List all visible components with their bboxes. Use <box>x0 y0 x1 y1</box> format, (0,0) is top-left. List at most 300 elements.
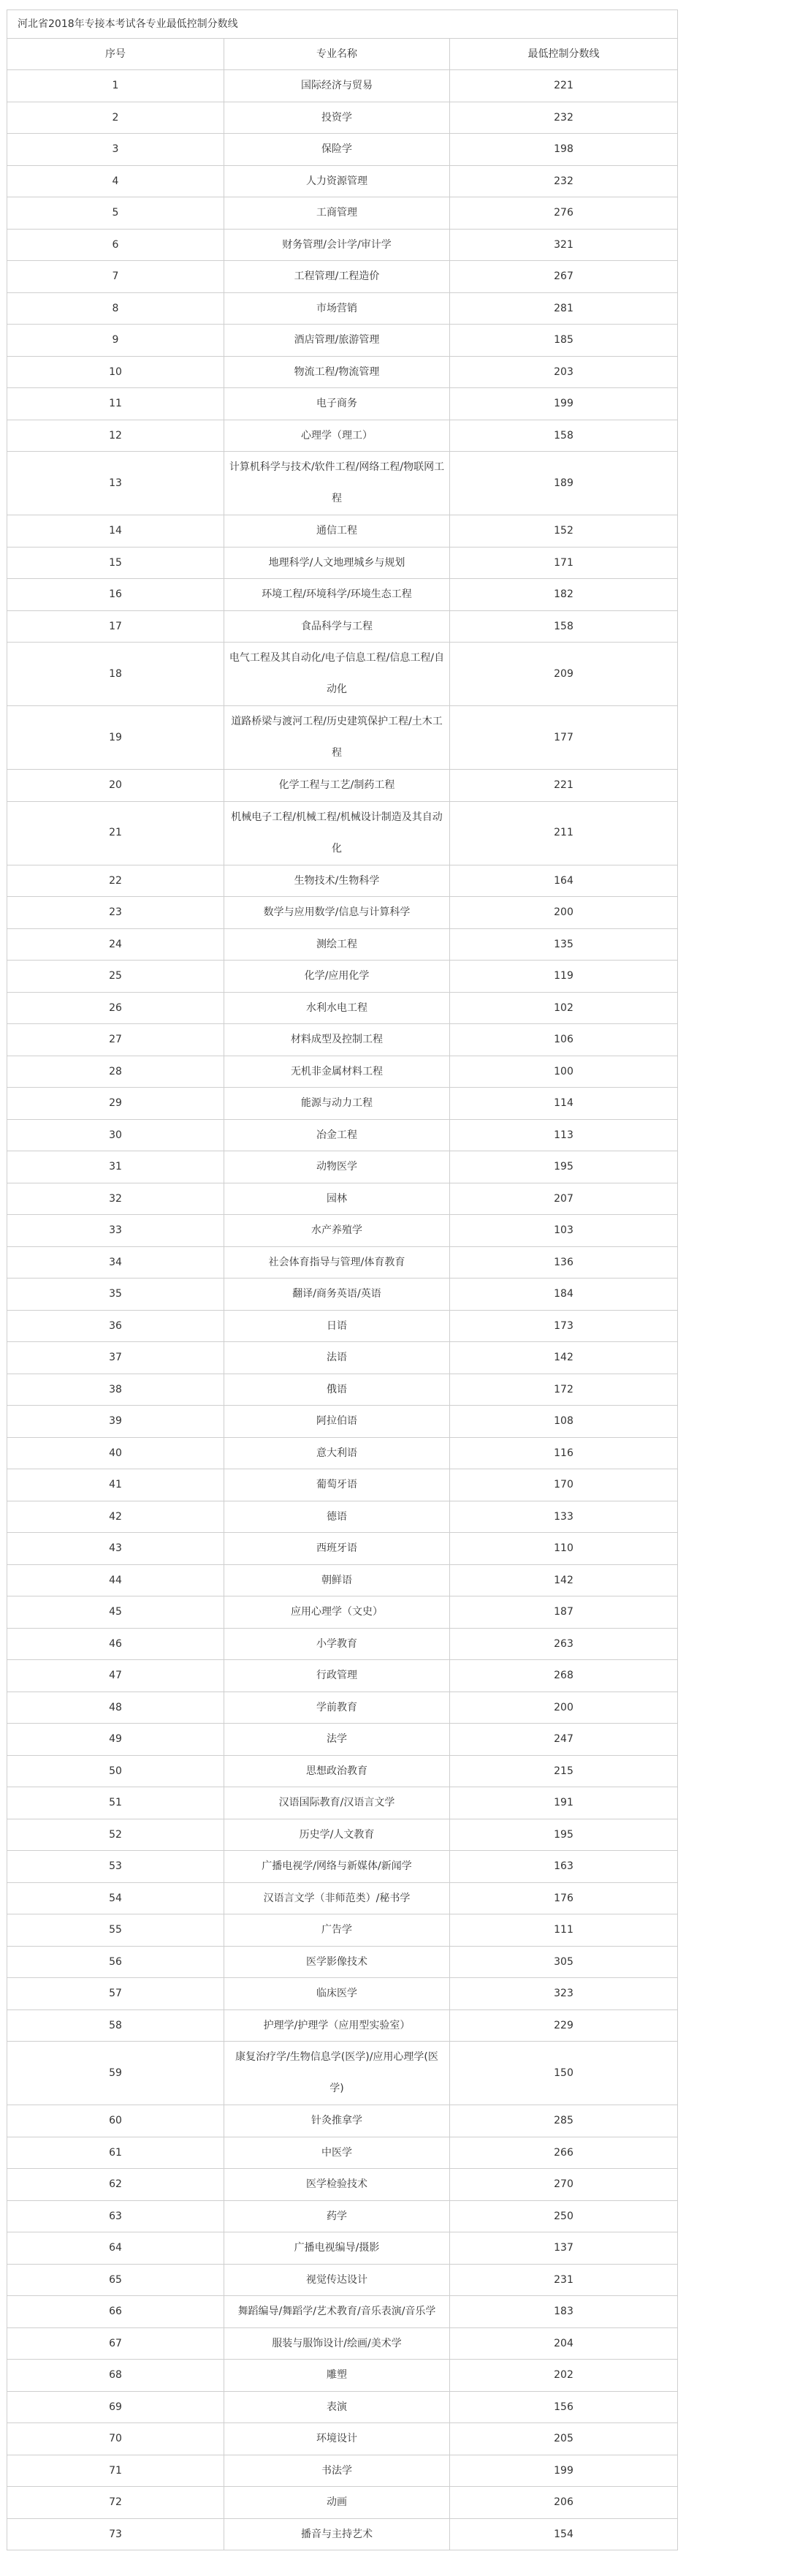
row-min-score: 172 <box>450 1374 678 1406</box>
row-index: 25 <box>7 961 224 993</box>
row-major: 西班牙语 <box>224 1533 450 1565</box>
row-major: 地理科学/人文地理城乡与规划 <box>224 547 450 579</box>
row-major: 服装与服饰设计/绘画/美术学 <box>224 2327 450 2360</box>
row-major: 针灸推拿学 <box>224 2105 450 2137</box>
table-row <box>7 1342 678 1374</box>
row-min-score: 113 <box>450 1119 678 1151</box>
table-title-row <box>7 10 678 39</box>
row-min-score: 111 <box>450 1914 678 1947</box>
row-index: 48 <box>7 1692 224 1724</box>
row-major: 无机非金属材料工程 <box>224 1056 450 1088</box>
row-major: 意大利语 <box>224 1437 450 1469</box>
row-index: 26 <box>7 992 224 1024</box>
table-row <box>7 2455 678 2487</box>
row-index: 18 <box>7 643 224 706</box>
table-row <box>7 452 678 515</box>
row-major: 机械电子工程/机械工程/机械设计制造及其自动化 <box>224 801 450 865</box>
row-min-score: 103 <box>450 1215 678 1247</box>
table-row <box>7 579 678 611</box>
table-row <box>7 2518 678 2550</box>
row-major: 动画 <box>224 2487 450 2519</box>
row-major: 行政管理 <box>224 1660 450 1692</box>
table-row <box>7 292 678 325</box>
header-index: 序号 <box>7 39 224 70</box>
row-min-score: 268 <box>450 1660 678 1692</box>
row-index: 12 <box>7 420 224 452</box>
row-min-score: 182 <box>450 579 678 611</box>
row-index: 30 <box>7 1119 224 1151</box>
table-row <box>7 2296 678 2328</box>
row-min-score: 305 <box>450 1946 678 1978</box>
row-min-score: 164 <box>450 865 678 897</box>
row-major: 数学与应用数学/信息与计算科学 <box>224 897 450 929</box>
row-major: 法语 <box>224 1342 450 1374</box>
table-row <box>7 1724 678 1756</box>
table-row <box>7 1882 678 1914</box>
row-major: 测绘工程 <box>224 928 450 961</box>
row-min-score: 204 <box>450 2327 678 2360</box>
row-index: 44 <box>7 1564 224 1596</box>
table-row <box>7 2200 678 2232</box>
row-index: 62 <box>7 2169 224 2201</box>
row-major: 通信工程 <box>224 515 450 548</box>
row-min-score: 323 <box>450 1978 678 2010</box>
row-index: 33 <box>7 1215 224 1247</box>
table-row <box>7 897 678 929</box>
row-index: 29 <box>7 1088 224 1120</box>
table-row <box>7 1056 678 1088</box>
row-min-score: 321 <box>450 229 678 261</box>
row-major: 德语 <box>224 1501 450 1533</box>
row-index: 64 <box>7 2232 224 2265</box>
table-row <box>7 2009 678 2042</box>
row-index: 11 <box>7 388 224 420</box>
row-major: 生物技术/生物科学 <box>224 865 450 897</box>
row-min-score: 247 <box>450 1724 678 1756</box>
row-index: 68 <box>7 2360 224 2392</box>
row-min-score: 173 <box>450 1310 678 1342</box>
row-min-score: 276 <box>450 197 678 230</box>
row-min-score: 119 <box>450 961 678 993</box>
table-row <box>7 1978 678 2010</box>
table-row <box>7 1374 678 1406</box>
row-major: 化学工程与工艺/制药工程 <box>224 770 450 802</box>
row-index: 21 <box>7 801 224 865</box>
table-row <box>7 1914 678 1947</box>
table-row <box>7 1755 678 1787</box>
table-row <box>7 2423 678 2455</box>
row-min-score: 154 <box>450 2518 678 2550</box>
row-major: 电子商务 <box>224 388 450 420</box>
row-major: 市场营销 <box>224 292 450 325</box>
table-row <box>7 1851 678 1883</box>
table-row <box>7 1215 678 1247</box>
table-row <box>7 1596 678 1629</box>
row-min-score: 106 <box>450 1024 678 1056</box>
table-row <box>7 610 678 643</box>
header-min-score: 最低控制分数线 <box>450 39 678 70</box>
table-row <box>7 547 678 579</box>
row-min-score: 200 <box>450 897 678 929</box>
row-index: 20 <box>7 770 224 802</box>
row-min-score: 191 <box>450 1787 678 1819</box>
row-min-score: 135 <box>450 928 678 961</box>
row-min-score: 176 <box>450 1882 678 1914</box>
row-major: 能源与动力工程 <box>224 1088 450 1120</box>
table-row <box>7 1406 678 1438</box>
table-row <box>7 2042 678 2105</box>
row-index: 9 <box>7 325 224 357</box>
row-major: 视觉传达设计 <box>224 2264 450 2296</box>
row-index: 17 <box>7 610 224 643</box>
row-index: 38 <box>7 1374 224 1406</box>
row-min-score: 285 <box>450 2105 678 2137</box>
row-min-score: 170 <box>450 1469 678 1501</box>
row-major: 广告学 <box>224 1914 450 1947</box>
score-table-body <box>7 10 678 2550</box>
row-min-score: 221 <box>450 70 678 102</box>
row-min-score: 263 <box>450 1628 678 1660</box>
row-index: 72 <box>7 2487 224 2519</box>
row-min-score: 150 <box>450 2042 678 2105</box>
row-index: 15 <box>7 547 224 579</box>
table-row <box>7 706 678 770</box>
table-row <box>7 70 678 102</box>
table-row <box>7 770 678 802</box>
row-index: 39 <box>7 1406 224 1438</box>
row-index: 7 <box>7 261 224 293</box>
row-min-score: 116 <box>450 1437 678 1469</box>
row-min-score: 209 <box>450 643 678 706</box>
table-row <box>7 801 678 865</box>
row-min-score: 152 <box>450 515 678 548</box>
row-index: 3 <box>7 134 224 166</box>
row-min-score: 250 <box>450 2200 678 2232</box>
table-row <box>7 643 678 706</box>
table-row <box>7 356 678 388</box>
row-index: 58 <box>7 2009 224 2042</box>
table-row <box>7 992 678 1024</box>
row-major: 播音与主持艺术 <box>224 2518 450 2550</box>
row-index: 45 <box>7 1596 224 1629</box>
row-min-score: 185 <box>450 325 678 357</box>
row-major: 动物医学 <box>224 1151 450 1183</box>
row-major: 小学教育 <box>224 1628 450 1660</box>
row-min-score: 202 <box>450 2360 678 2392</box>
table-row <box>7 1469 678 1501</box>
row-index: 47 <box>7 1660 224 1692</box>
table-row <box>7 229 678 261</box>
row-major: 葡萄牙语 <box>224 1469 450 1501</box>
table-row <box>7 197 678 230</box>
row-index: 19 <box>7 706 224 770</box>
row-min-score: 232 <box>450 102 678 134</box>
table-row <box>7 1564 678 1596</box>
table-row <box>7 2360 678 2392</box>
row-index: 70 <box>7 2423 224 2455</box>
row-min-score: 183 <box>450 2296 678 2328</box>
row-index: 50 <box>7 1755 224 1787</box>
row-index: 54 <box>7 1882 224 1914</box>
row-major: 阿拉伯语 <box>224 1406 450 1438</box>
row-min-score: 177 <box>450 706 678 770</box>
row-major: 康复治疗学/生物信息学(医学)/应用心理学(医学) <box>224 2042 450 2105</box>
row-min-score: 142 <box>450 1564 678 1596</box>
row-index: 41 <box>7 1469 224 1501</box>
table-row <box>7 2391 678 2423</box>
row-index: 5 <box>7 197 224 230</box>
row-index: 31 <box>7 1151 224 1183</box>
row-index: 59 <box>7 2042 224 2105</box>
row-major: 环境设计 <box>224 2423 450 2455</box>
row-min-score: 189 <box>450 452 678 515</box>
row-major: 环境工程/环境科学/环境生态工程 <box>224 579 450 611</box>
table-row <box>7 1692 678 1724</box>
row-major: 临床医学 <box>224 1978 450 2010</box>
row-major: 化学/应用化学 <box>224 961 450 993</box>
row-index: 13 <box>7 452 224 515</box>
row-major: 医学影像技术 <box>224 1946 450 1978</box>
row-min-score: 156 <box>450 2391 678 2423</box>
row-index: 67 <box>7 2327 224 2360</box>
row-index: 14 <box>7 515 224 548</box>
table-row <box>7 1946 678 1978</box>
row-major: 雕塑 <box>224 2360 450 2392</box>
row-major: 计算机科学与技术/软件工程/网络工程/物联网工程 <box>224 452 450 515</box>
row-min-score: 142 <box>450 1342 678 1374</box>
row-min-score: 133 <box>450 1501 678 1533</box>
row-major: 学前教育 <box>224 1692 450 1724</box>
table-row <box>7 2137 678 2169</box>
row-major: 广播电视学/网络与新媒体/新闻学 <box>224 1851 450 1883</box>
table-row <box>7 165 678 197</box>
row-min-score: 203 <box>450 356 678 388</box>
row-min-score: 195 <box>450 1151 678 1183</box>
table-row <box>7 1437 678 1469</box>
row-min-score: 163 <box>450 1851 678 1883</box>
row-index: 49 <box>7 1724 224 1756</box>
row-index: 22 <box>7 865 224 897</box>
table-row <box>7 2169 678 2201</box>
row-index: 10 <box>7 356 224 388</box>
row-min-score: 158 <box>450 420 678 452</box>
table-row <box>7 102 678 134</box>
row-index: 66 <box>7 2296 224 2328</box>
row-index: 28 <box>7 1056 224 1088</box>
row-major: 工商管理 <box>224 197 450 230</box>
row-min-score: 171 <box>450 547 678 579</box>
row-min-score: 229 <box>450 2009 678 2042</box>
table-row <box>7 1533 678 1565</box>
row-index: 32 <box>7 1183 224 1215</box>
row-index: 35 <box>7 1278 224 1311</box>
row-index: 57 <box>7 1978 224 2010</box>
row-index: 37 <box>7 1342 224 1374</box>
row-major: 水产养殖学 <box>224 1215 450 1247</box>
table-header-row <box>7 39 678 70</box>
table-row <box>7 2487 678 2519</box>
row-index: 61 <box>7 2137 224 2169</box>
row-index: 36 <box>7 1310 224 1342</box>
table-row <box>7 2327 678 2360</box>
row-major: 人力资源管理 <box>224 165 450 197</box>
row-index: 60 <box>7 2105 224 2137</box>
row-major: 物流工程/物流管理 <box>224 356 450 388</box>
row-index: 63 <box>7 2200 224 2232</box>
row-min-score: 267 <box>450 261 678 293</box>
row-major: 冶金工程 <box>224 1119 450 1151</box>
row-index: 4 <box>7 165 224 197</box>
row-index: 73 <box>7 2518 224 2550</box>
row-min-score: 114 <box>450 1088 678 1120</box>
table-row <box>7 1088 678 1120</box>
row-index: 24 <box>7 928 224 961</box>
row-min-score: 266 <box>450 2137 678 2169</box>
table-row <box>7 261 678 293</box>
table-row <box>7 1119 678 1151</box>
row-index: 27 <box>7 1024 224 1056</box>
row-major: 工程管理/工程造价 <box>224 261 450 293</box>
table-row <box>7 420 678 452</box>
row-major: 应用心理学（文史） <box>224 1596 450 1629</box>
row-min-score: 231 <box>450 2264 678 2296</box>
row-index: 16 <box>7 579 224 611</box>
row-index: 43 <box>7 1533 224 1565</box>
row-major: 财务管理/会计学/审计学 <box>224 229 450 261</box>
row-min-score: 221 <box>450 770 678 802</box>
row-min-score: 200 <box>450 1692 678 1724</box>
row-major: 材料成型及控制工程 <box>224 1024 450 1056</box>
table-row <box>7 2105 678 2137</box>
row-index: 65 <box>7 2264 224 2296</box>
row-major: 社会体育指导与管理/体育教育 <box>224 1246 450 1278</box>
table-row <box>7 1151 678 1183</box>
row-min-score: 205 <box>450 2423 678 2455</box>
table-row <box>7 2232 678 2265</box>
row-major: 园林 <box>224 1183 450 1215</box>
row-major: 日语 <box>224 1310 450 1342</box>
row-index: 34 <box>7 1246 224 1278</box>
row-index: 52 <box>7 1819 224 1851</box>
row-min-score: 270 <box>450 2169 678 2201</box>
row-index: 69 <box>7 2391 224 2423</box>
row-min-score: 184 <box>450 1278 678 1311</box>
row-major: 保险学 <box>224 134 450 166</box>
table-row <box>7 515 678 548</box>
row-index: 40 <box>7 1437 224 1469</box>
row-min-score: 137 <box>450 2232 678 2265</box>
score-table <box>7 10 678 2550</box>
row-major: 电气工程及其自动化/电子信息工程/信息工程/自动化 <box>224 643 450 706</box>
table-row <box>7 1819 678 1851</box>
row-min-score: 102 <box>450 992 678 1024</box>
row-major: 中医学 <box>224 2137 450 2169</box>
row-index: 8 <box>7 292 224 325</box>
row-major: 汉语国际教育/汉语言文学 <box>224 1787 450 1819</box>
row-major: 舞蹈编导/舞蹈学/艺术教育/音乐表演/音乐学 <box>224 2296 450 2328</box>
row-min-score: 108 <box>450 1406 678 1438</box>
row-min-score: 199 <box>450 388 678 420</box>
row-index: 42 <box>7 1501 224 1533</box>
score-table-container <box>7 10 677 2550</box>
header-major: 专业名称 <box>224 39 450 70</box>
table-row <box>7 1628 678 1660</box>
row-major: 水利水电工程 <box>224 992 450 1024</box>
row-index: 55 <box>7 1914 224 1947</box>
row-major: 心理学（理工） <box>224 420 450 452</box>
row-major: 酒店管理/旅游管理 <box>224 325 450 357</box>
row-major: 食品科学与工程 <box>224 610 450 643</box>
row-major: 药学 <box>224 2200 450 2232</box>
row-index: 6 <box>7 229 224 261</box>
row-major: 表演 <box>224 2391 450 2423</box>
row-min-score: 136 <box>450 1246 678 1278</box>
row-min-score: 158 <box>450 610 678 643</box>
row-index: 1 <box>7 70 224 102</box>
table-row <box>7 1501 678 1533</box>
table-title: 河北省2018年专接本考试各专业最低控制分数线 <box>7 10 678 39</box>
row-index: 2 <box>7 102 224 134</box>
table-row <box>7 1660 678 1692</box>
row-major: 翻译/商务英语/英语 <box>224 1278 450 1311</box>
row-index: 51 <box>7 1787 224 1819</box>
table-row <box>7 2264 678 2296</box>
row-major: 投资学 <box>224 102 450 134</box>
table-row <box>7 928 678 961</box>
row-min-score: 281 <box>450 292 678 325</box>
row-major: 道路桥梁与渡河工程/历史建筑保护工程/土木工程 <box>224 706 450 770</box>
row-min-score: 198 <box>450 134 678 166</box>
row-min-score: 207 <box>450 1183 678 1215</box>
row-min-score: 206 <box>450 2487 678 2519</box>
row-major: 汉语言文学（非师范类）/秘书学 <box>224 1882 450 1914</box>
table-row <box>7 1310 678 1342</box>
row-min-score: 199 <box>450 2455 678 2487</box>
row-major: 思想政治教育 <box>224 1755 450 1787</box>
row-min-score: 211 <box>450 801 678 865</box>
row-major: 俄语 <box>224 1374 450 1406</box>
row-index: 23 <box>7 897 224 929</box>
table-row <box>7 388 678 420</box>
row-major: 医学检验技术 <box>224 2169 450 2201</box>
row-major: 朝鲜语 <box>224 1564 450 1596</box>
row-index: 56 <box>7 1946 224 1978</box>
row-min-score: 215 <box>450 1755 678 1787</box>
row-min-score: 195 <box>450 1819 678 1851</box>
table-row <box>7 1183 678 1215</box>
table-row <box>7 1278 678 1311</box>
row-major: 书法学 <box>224 2455 450 2487</box>
table-row <box>7 325 678 357</box>
row-min-score: 110 <box>450 1533 678 1565</box>
table-row <box>7 1246 678 1278</box>
row-major: 广播电视编导/摄影 <box>224 2232 450 2265</box>
row-major: 国际经济与贸易 <box>224 70 450 102</box>
row-min-score: 187 <box>450 1596 678 1629</box>
table-row <box>7 961 678 993</box>
row-min-score: 100 <box>450 1056 678 1088</box>
row-index: 46 <box>7 1628 224 1660</box>
row-major: 护理学/护理学（应用型实验室） <box>224 2009 450 2042</box>
row-index: 71 <box>7 2455 224 2487</box>
row-min-score: 232 <box>450 165 678 197</box>
table-row <box>7 1787 678 1819</box>
row-major: 法学 <box>224 1724 450 1756</box>
table-row <box>7 865 678 897</box>
row-major: 历史学/人文教育 <box>224 1819 450 1851</box>
table-row <box>7 134 678 166</box>
row-index: 53 <box>7 1851 224 1883</box>
